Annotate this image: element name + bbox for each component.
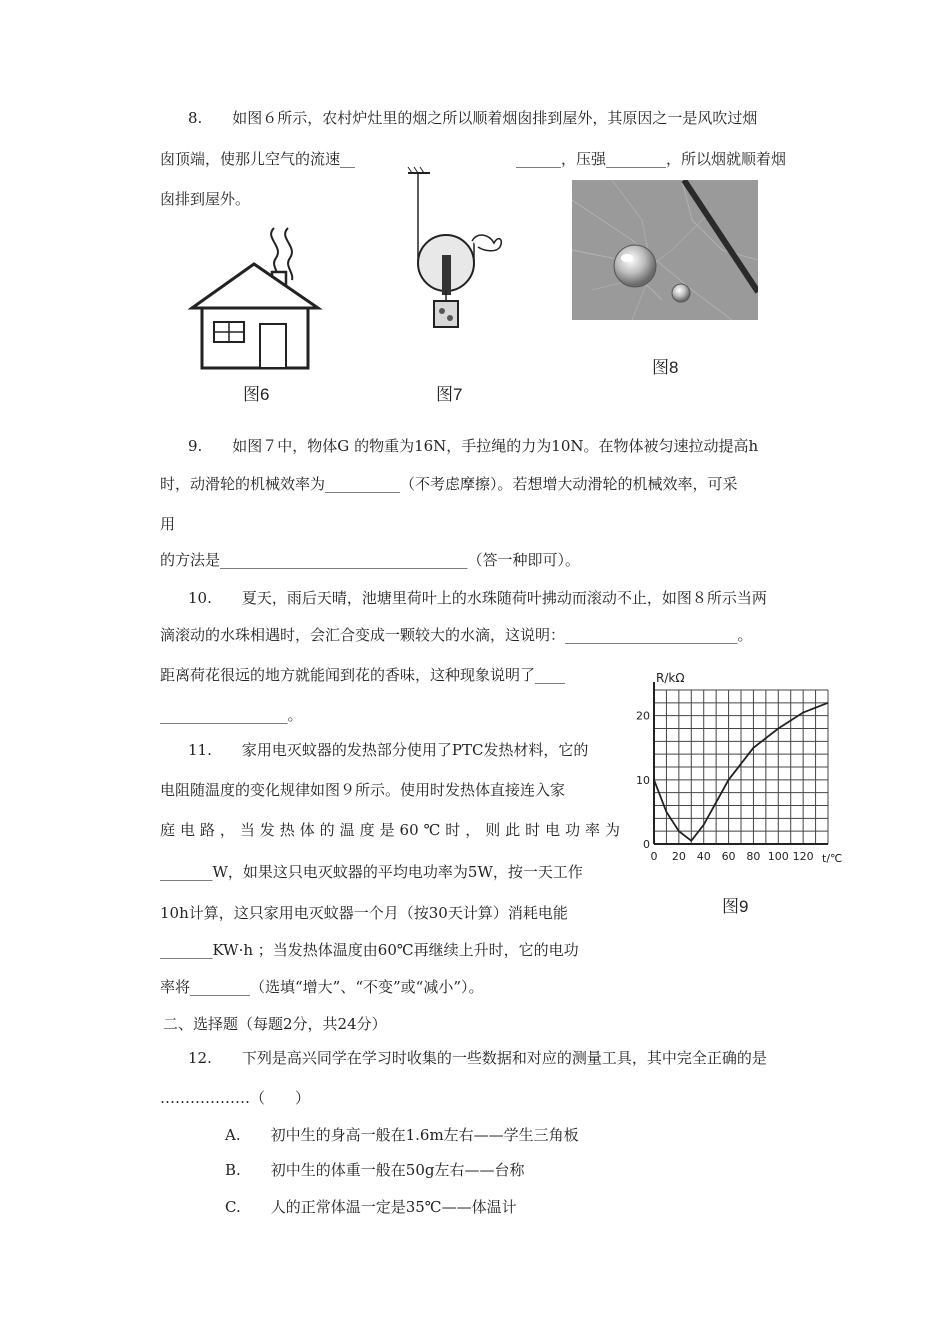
q11-line1: 11. 家用电灭蚊器的发热部分使用了PTC发热材料，它的 (188, 741, 589, 759)
q11-line3: 庭电路，当发热体的温度是60℃时，则此时电功率为 (160, 821, 620, 839)
q9-line2: 时，动滑轮的机械效率为__________（不考虑摩擦）。若想增大动滑轮的机械效率，可采 (160, 475, 738, 493)
section2-heading: 二、选择题（每题2分，共24分） (163, 1015, 387, 1033)
chart-y-tick-label: 0 (643, 838, 650, 851)
q11-line4: _______W，如果这只电灭蚊器的平均电功率为5W，按一天工作 (160, 863, 583, 881)
figure-7-caption: 图7 (436, 385, 463, 404)
chart-xlabel: t/℃ (822, 852, 842, 865)
q11-line5: 10h计算，这只家用电灭蚊器一个月（按30天计算）消耗电能 (160, 904, 568, 922)
q9-line4: 的方法是_________________________________（答一种即可）。 (160, 551, 581, 569)
q10-line1: 10. 夏天，雨后天晴，池塘里荷叶上的水珠随荷叶拂动而滚动不止，如图８所示当两 (188, 589, 767, 607)
chart-y-tick-label: 10 (636, 773, 650, 787)
q12-line2: ………………（ ） (160, 1089, 311, 1107)
q10-line3: 距离荷花很远的地方就能闻到花的香味，这种现象说明了____ (160, 666, 566, 684)
q12-option-b: B. 初中生的体重一般在50g左右——台称 (225, 1161, 525, 1179)
figure-7-pulley (400, 165, 510, 335)
q9-line1: 9. 如图７中，物体G 的物重为16N，手拉绳的力为10N。在物体被匀速拉动提高h (188, 437, 759, 455)
figure-6-caption: 图6 (243, 385, 270, 404)
q12-option-a: A. 初中生的身高一般在1.6m左右——学生三角板 (225, 1126, 579, 1144)
q8-line2b: ______，压强________，所以烟就顺着烟 (516, 150, 787, 168)
q8-line3: 囱排到屋外。 (160, 190, 251, 208)
chart-x-tick-label: 80 (746, 850, 761, 863)
chart-x-tick-label: 20 (671, 850, 686, 863)
chart-y-tick-label: 20 (636, 709, 650, 723)
q10-line4: _________________。 (160, 706, 303, 724)
chart-x-tick-label: 120 (792, 850, 814, 863)
chart-x-tick-label: 0 (650, 850, 658, 863)
q9-line3: 用 (160, 515, 176, 533)
q12-line1: 12. 下列是高兴同学在学习时收集的一些数据和对应的测量工具，其中完全正确的是 (188, 1049, 767, 1067)
q11-line6: _______KW·h ；当发热体温度由60℃再继续上升时，它的电功 (160, 941, 579, 959)
chart-ylabel: R/kΩ (656, 671, 685, 685)
chart-x-tick-label: 100 (767, 850, 789, 863)
q8-line1: 8. 如图６所示，农村炉灶里的烟之所以顺着烟囱排到屋外，其原因之一是风吹过烟 (188, 109, 758, 127)
q8-line2a: 囱顶端，使那儿空气的流速__ (160, 150, 356, 168)
figure-8-leaf-photo (572, 180, 758, 320)
figure-6-house (188, 222, 323, 372)
q12-option-c: C. 人的正常体温一定是35℃——体温计 (225, 1198, 517, 1216)
figure-9-caption: 图9 (722, 897, 749, 916)
chart-x-tick-label: 40 (696, 850, 711, 863)
q11-line7: 率将________（选填“增大”、“不变”或“减小”）。 (160, 978, 484, 996)
figure-9-chart (632, 668, 842, 868)
q10-line2: 滴滚动的水珠相遇时，会汇合变成一颗较大的水滴，这说明：_______________________。 (160, 626, 753, 644)
q11-line2: 电阻随温度的变化规律如图９所示。使用时发热体直接连入家 (160, 781, 566, 799)
chart-x-tick-label: 60 (721, 850, 736, 863)
figure-8-caption: 图8 (652, 358, 679, 377)
